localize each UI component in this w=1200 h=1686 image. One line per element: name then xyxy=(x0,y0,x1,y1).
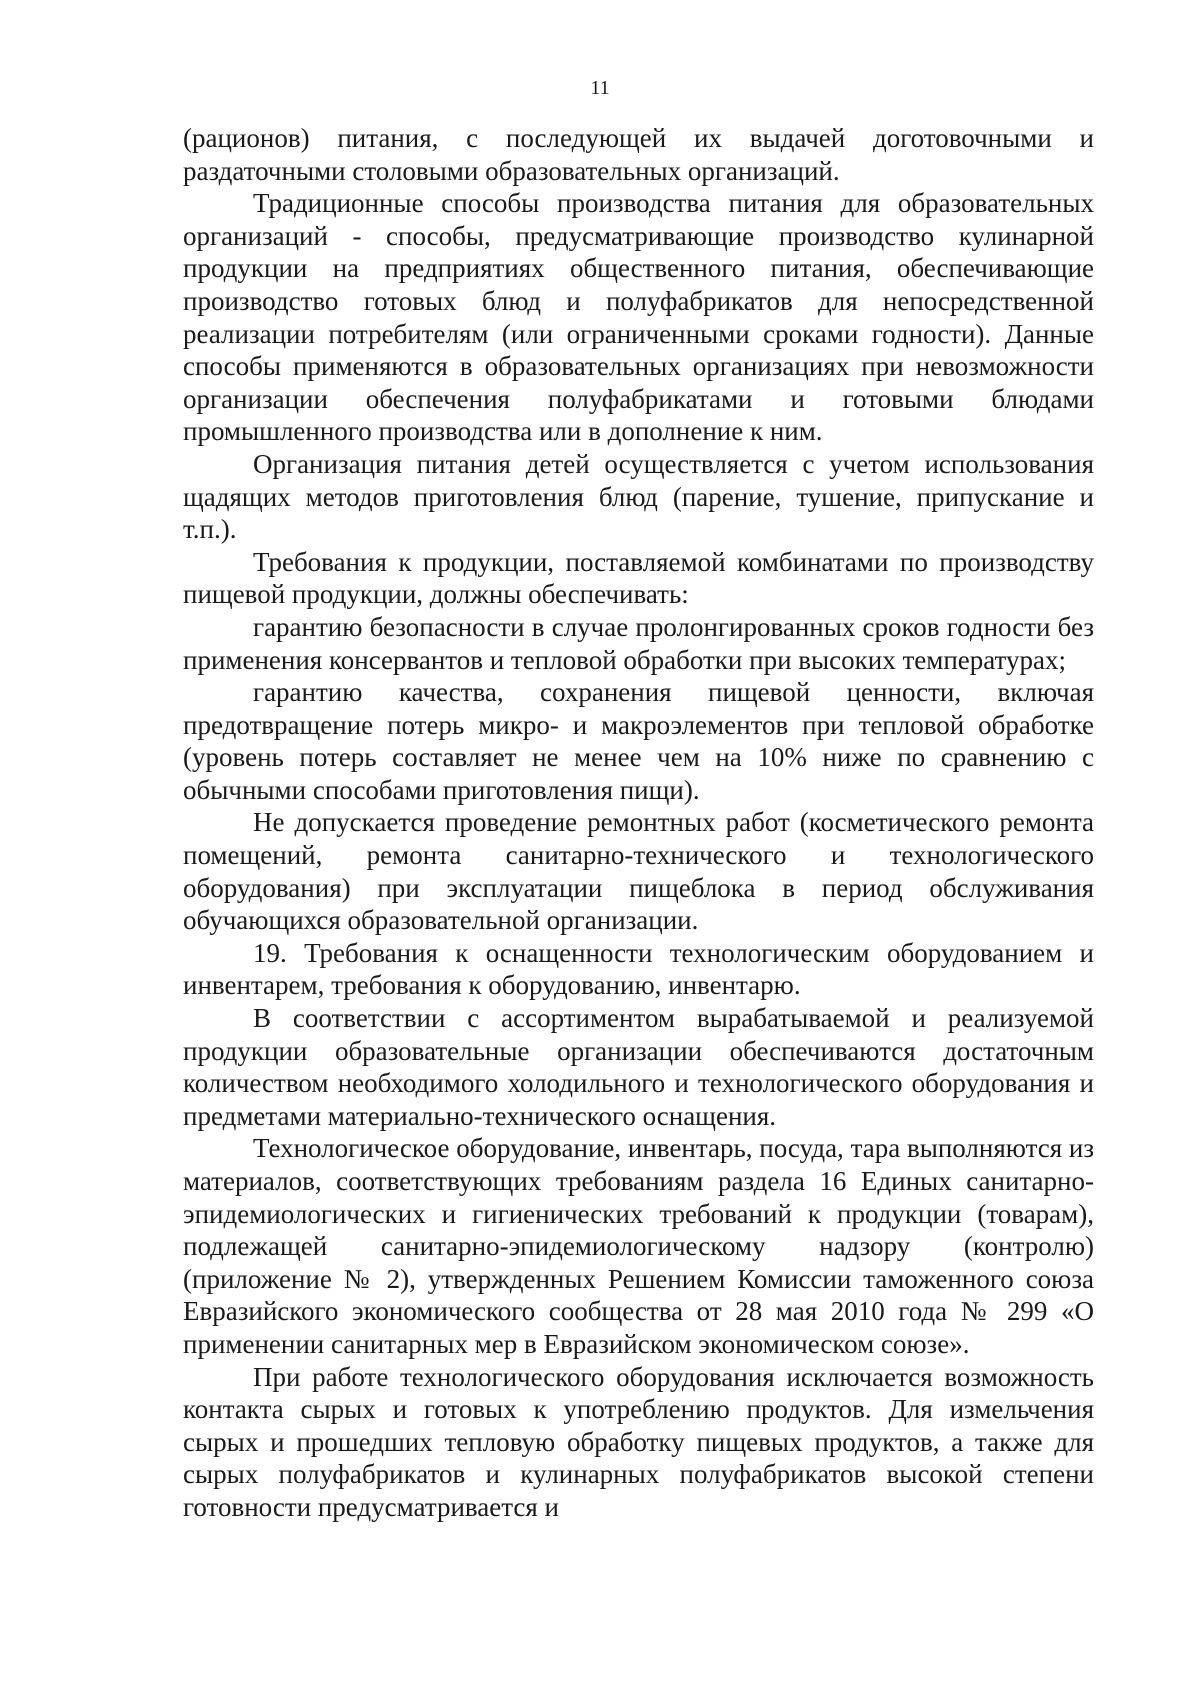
paragraph-quality-guarantee: гарантию качества, сохранения пищевой ценности, включая предотвращение потерь микро- и макроэлементов при тепловой обработке (уровень потерь составляет не менее чем на 10% ниже по сравнению с обычными способами приготовления пищи). xyxy=(183,677,1094,805)
paragraph-contact-exclusion: При работе технологического оборудования исключается возможность контакта сырых и готовых к употреблению продуктов. Для измельчения сырых и прошедших тепловую обработку пищевых продуктов, а также для сырых полуфабрикатов и кулинарных полуфабрикатов высокой степени готовности предусматривается и xyxy=(183,1361,1094,1522)
document-body xyxy=(183,122,1094,1524)
paragraph-traditional-methods: Традиционные способы производства питания для образовательных организаций - способы, предусматривающие производство кулинарной продукции на предприятиях общественного питания, обеспечивающие производство готовых блюд и полуфабрикатов для непосредственной реализации потребителям (или ограниченными сроками годности). Данные способы применяются в образовательных организациях при невозможности организации обеспечения полуфабрикатами и готовыми блюдами промышленного производства или в дополнение к ним. xyxy=(183,188,1094,447)
paragraph-product-requirements: Требования к продукции, поставляемой комбинатами по производству пищевой продукции, должны обеспечивать: xyxy=(183,546,1094,610)
paragraph-safety-guarantee: гарантию безопасности в случае пролонгированных сроков годности без применения консервантов и тепловой обработки при высоких температурах; xyxy=(183,611,1094,675)
paragraph-continuation: (рационов) питания, с последующей их выдачей доготовочными и раздаточными столовыми образовательных организаций. xyxy=(183,123,1094,186)
paragraph-gentle-methods: Организация питания детей осуществляется с учетом использования щадящих методов приготовления блюд (парение, тушение, припускание и т.п.). xyxy=(183,448,1094,545)
paragraph-repair-prohibition: Не допускается проведение ремонтных работ (косметического ремонта помещений, ремонта санитарно-технического и технологического оборудования) при эксплуатации пищеблока в период обслуживания обучающихся образовательной организации. xyxy=(183,807,1094,936)
paragraph-equipment-materials: Технологическое оборудование, инвентарь, посуда, тара выполняются из материалов, соответствующих требованиям раздела 16 Единых санитарно-эпидемиологических и гигиенических требований к продукции (товарам), подлежащей санитарно-эпидемиологическому надзору (контролю) (приложение № 2), утвержденных Решением Комиссии таможенного союза Евразийского экономического сообщества от 28 мая 2010 года № 299 «О применении санитарных мер в Евразийском экономическом союзе». xyxy=(183,1133,1094,1359)
paragraph-equipment-assortment: В соответствии с ассортиментом вырабатываемой и реализуемой продукции образовательные организации обеспечиваются достаточным количеством необходимого холодильного и технологического оборудования и предметами материально-технического оснащения. xyxy=(183,1003,1094,1131)
paragraph-section-19-heading: 19. Требования к оснащенности технологическим оборудованием и инвентарем, требования к оборудованию, инвентарю. xyxy=(183,937,1094,1001)
page-number: 11 xyxy=(590,77,610,99)
